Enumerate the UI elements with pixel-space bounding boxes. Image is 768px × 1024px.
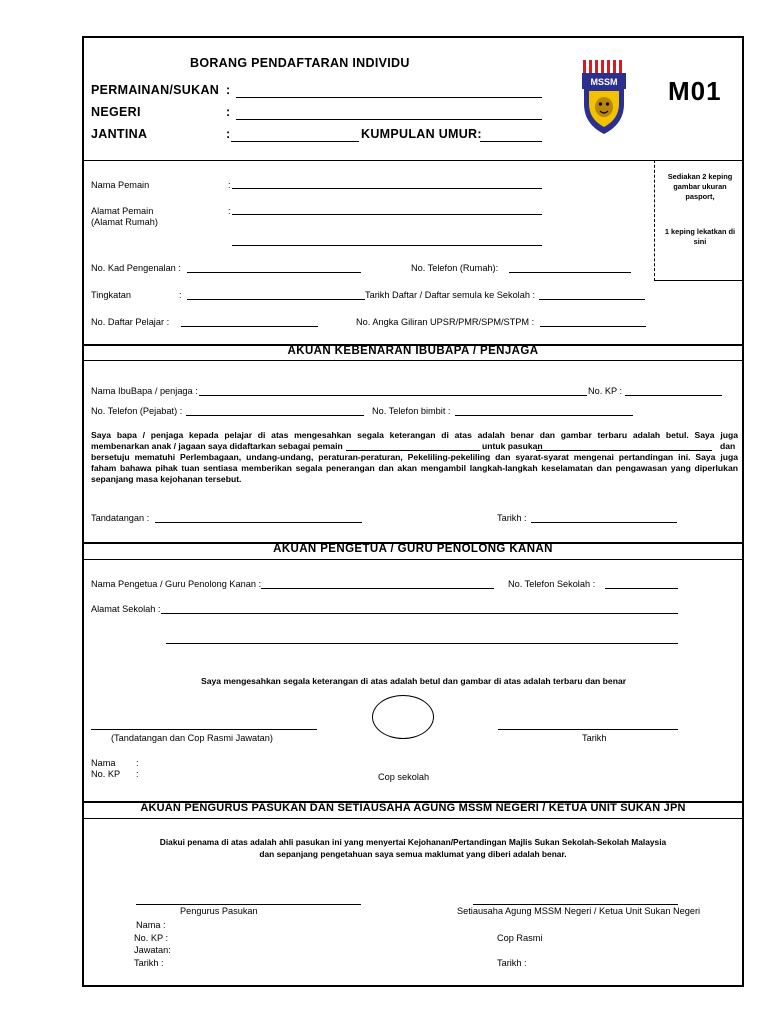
principal-confirmation: Saya mengesahkan segala keterangan di atas adalah betul dan gambar di atas adalah terbaru dan benar — [201, 676, 627, 686]
form-level-colon: : — [179, 290, 182, 300]
address-colon: : — [228, 206, 231, 216]
secretary-date-label: Tarikh : — [497, 958, 527, 968]
parent-declaration-line-2c: dan — [720, 441, 736, 451]
parent-signature-field[interactable] — [155, 522, 362, 523]
office-phone-field[interactable] — [186, 415, 364, 416]
parent-declaration-line-1: Saya bapa / penjaga kepada pelajar di atas mengesahkan segala keterangan di atas adalah benar dan gambar terbaru adalah betul. Saya juga — [91, 430, 738, 440]
team-manager-signature-field[interactable] — [136, 904, 361, 905]
address-label: Alamat Pemain — [91, 206, 154, 216]
manager-statement-1: Diakui penama di atas adalah ahli pasukan ini yang menyertai Kejohanan/Pertandingan Majlis Sukan Sekolah-Sekolah Malaysia — [159, 837, 667, 847]
photo-note-1: Sediakan 2 keping gambar ukuran pasport, — [667, 172, 733, 201]
principal-kp-colon: : — [136, 769, 139, 779]
address-field-1[interactable] — [232, 214, 542, 215]
stamp-label: Cop sekolah — [378, 772, 430, 782]
official-stamp-label: Cop Rasmi — [497, 933, 543, 943]
game-field[interactable] — [236, 97, 542, 98]
principal-signature-field[interactable] — [91, 729, 317, 730]
manager-position-label: Jawatan: — [134, 945, 171, 955]
parent-name-field[interactable] — [199, 395, 587, 396]
tiger-icon — [595, 97, 613, 117]
school-address-label: Alamat Sekolah : — [91, 604, 161, 614]
form-code: M01 — [668, 76, 722, 106]
gender-label: JANTINA — [91, 127, 148, 141]
register-date-label: Tarikh Daftar / Daftar semula ke Sekolah : — [365, 290, 536, 300]
player-name-label: Nama Pemain — [91, 180, 150, 190]
principal-nama-label: Nama — [91, 758, 116, 768]
manager-section-title: AKUAN PENGURUS PASUKAN DAN SETIAUSAHA AGUNG MSSM NEGERI / KETUA UNIT SUKAN JPN — [140, 802, 686, 814]
parent-kp-label: No. KP : — [588, 386, 623, 396]
exam-no-field[interactable] — [540, 326, 646, 327]
logo-stripes — [583, 60, 622, 73]
game-label: PERMAINAN/SUKAN — [91, 83, 220, 97]
mobile-field[interactable] — [455, 415, 633, 416]
school-stamp-circle — [372, 695, 434, 739]
parent-declaration-line-2b: untuk pasukan — [482, 441, 543, 451]
student-no-field[interactable] — [181, 326, 318, 327]
form-level-label: Tingkatan — [91, 290, 132, 300]
age-group-field[interactable] — [480, 141, 542, 142]
parent-declaration-line-5: sepanjang masa kejohanan tersebut. — [91, 474, 242, 484]
game-colon: : — [226, 83, 231, 97]
divider — [84, 559, 742, 560]
parent-name-label: Nama IbuBapa / penjaga : — [91, 386, 198, 396]
phone-home-field[interactable] — [509, 272, 631, 273]
team-field[interactable] — [536, 450, 712, 451]
parent-signature-label: Tandatangan : — [91, 513, 150, 523]
state-field[interactable] — [236, 119, 542, 120]
principal-section-title: AKUAN PENGETUA / GURU PENOLONG KANAN — [273, 543, 553, 555]
state-label: NEGERI — [91, 105, 141, 119]
mobile-label: No. Telefon bimbit : — [372, 406, 451, 416]
register-date-field[interactable] — [539, 299, 645, 300]
divider — [84, 160, 742, 161]
photo-note-2: 1 keping lekatkan di sini — [664, 227, 736, 246]
gender-colon: : — [226, 127, 231, 141]
form-level-field[interactable] — [187, 299, 365, 300]
parent-kp-field[interactable] — [625, 395, 722, 396]
parent-declaration-line-3: bersetuju mematuhi Perlembagaan, undang-undang, peraturan-peraturan, Pekeliling-pekeliling dan syarat-syarat mengenai pertandingan ini. Saya juga — [91, 452, 738, 462]
school-phone-field[interactable] — [605, 588, 678, 589]
player-sport-field[interactable] — [346, 450, 480, 451]
manager-date-label: Tarikh : — [134, 958, 164, 968]
phone-home-label: No. Telefon (Rumah): — [411, 263, 499, 273]
principal-name-label: Nama Pengetua / Guru Penolong Kanan : — [91, 579, 262, 589]
school-phone-label: No. Telefon Sekolah : — [508, 579, 596, 589]
mssm-logo — [581, 60, 627, 136]
office-phone-label: No. Telefon (Pejabat) : — [91, 406, 183, 416]
registration-form — [82, 36, 744, 987]
exam-no-label: No. Angka Giliran UPSR/PMR/SPM/STPM : — [356, 317, 535, 327]
secretary-signature-field[interactable] — [473, 904, 678, 905]
principal-date-field[interactable] — [498, 729, 678, 730]
player-name-colon: : — [228, 180, 231, 190]
parent-declaration-line-2a: membenarkan anak / jagaan saya didaftarkan sebagai pemain — [91, 441, 343, 451]
student-no-label: No. Daftar Pelajar : — [91, 317, 170, 327]
sign-stamp-label: (Tandatangan dan Cop Rasmi Jawatan) — [111, 733, 273, 743]
parent-date-label: Tarikh : — [497, 513, 527, 523]
team-manager-label: Pengurus Pasukan — [180, 906, 258, 916]
age-group-label: KUMPULAN UMUR: — [361, 127, 482, 141]
ic-label: No. Kad Pengenalan : — [91, 263, 181, 273]
manager-statement-2: dan sepanjang pengetahuan saya semua maklumat yang diberi adalah benar. — [259, 849, 567, 859]
logo-text: MSSM — [590, 77, 618, 87]
ic-field[interactable] — [187, 272, 361, 273]
state-colon: : — [226, 105, 231, 119]
address-field-2[interactable] — [232, 245, 542, 246]
parent-section-title: AKUAN KEBENARAN IBUBAPA / PENJAGA — [287, 345, 539, 357]
principal-kp-label: No. KP — [91, 769, 121, 779]
player-name-field[interactable] — [232, 188, 542, 189]
divider — [84, 360, 742, 361]
school-address-field-1[interactable] — [161, 613, 678, 614]
principal-date-label: Tarikh — [582, 733, 607, 743]
photo-box — [654, 160, 743, 281]
manager-name-label: Nama : — [136, 920, 166, 930]
divider — [84, 818, 742, 819]
principal-nama-colon: : — [136, 758, 139, 768]
form-title: BORANG PENDAFTARAN INDIVIDU — [190, 56, 410, 70]
gender-field[interactable] — [231, 141, 359, 142]
address-sub-label: (Alamat Rumah) — [91, 217, 158, 227]
secretary-label: Setiausaha Agung MSSM Negeri / Ketua Unit Sukan Negeri — [457, 906, 701, 916]
parent-declaration-line-4: faham bahawa pihak tuan sentiasa memberikan segala penerangan dan akan mengambil langkah-langkah keselamatan dan pengawasan yang diperlukan — [91, 463, 738, 473]
school-address-field-2[interactable] — [166, 643, 678, 644]
parent-date-field[interactable] — [531, 522, 677, 523]
manager-kp-label: No. KP : — [134, 933, 169, 943]
principal-name-field[interactable] — [261, 588, 494, 589]
